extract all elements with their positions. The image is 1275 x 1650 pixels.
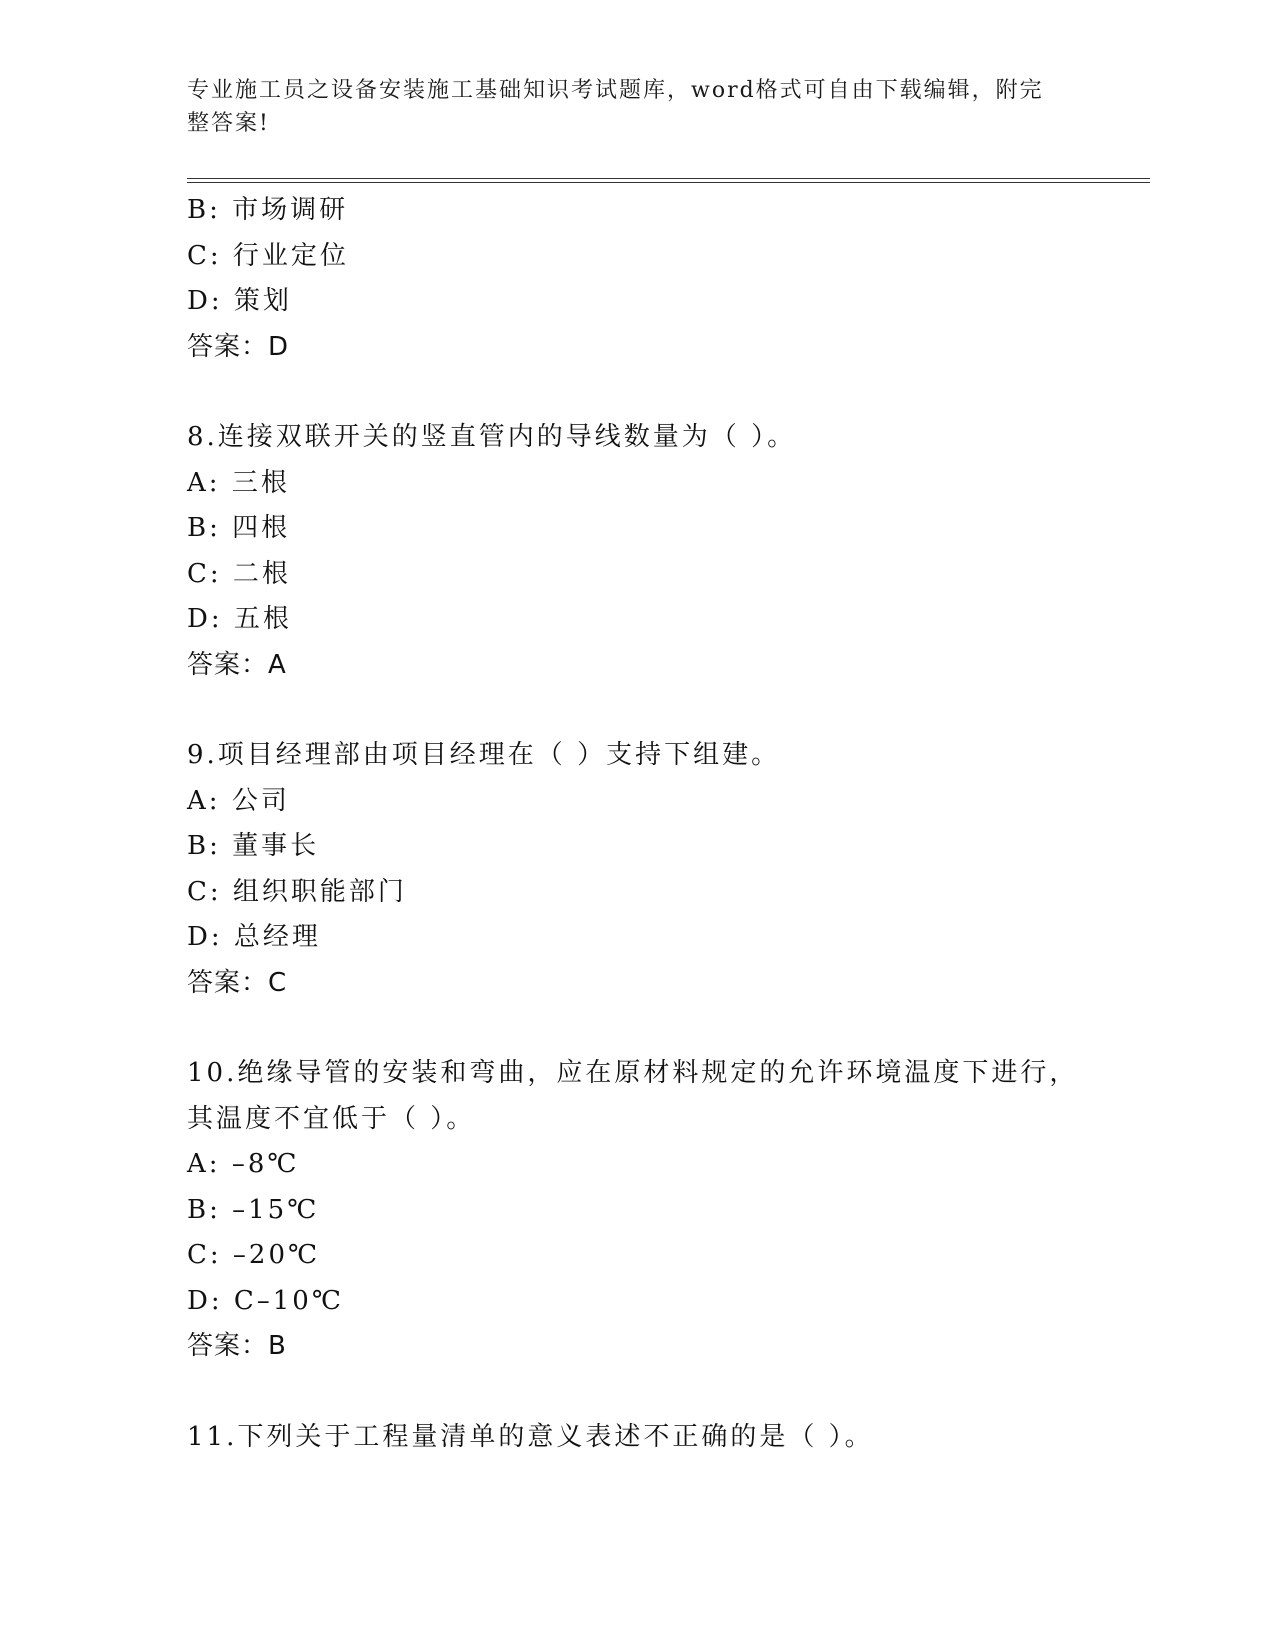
answer-line: 答案：A xyxy=(187,649,287,680)
question-block-11 xyxy=(187,1415,1087,1461)
question-stem-line-2: 其温度不宜低于（ ）。 xyxy=(187,1103,476,1134)
option-d: D: C–10℃ xyxy=(187,1285,344,1316)
spacer xyxy=(187,370,1087,415)
header-divider-bottom xyxy=(187,182,1150,183)
option-d: D: 五根 xyxy=(187,604,292,634)
option-d: D: 总经理 xyxy=(187,922,321,952)
spacer xyxy=(187,1370,1087,1415)
question-stem: 11.下列关于工程量清单的意义表述不正确的是（ ）。 xyxy=(187,1421,874,1452)
option-c: C: 行业定位 xyxy=(187,240,349,271)
answer-line: 答案：D xyxy=(187,331,290,362)
answer-line: 答案：C xyxy=(187,967,288,998)
question-block-9 xyxy=(187,733,1087,1006)
question-stem: 8.连接双联开关的竖直管内的导线数量为（ ）。 xyxy=(187,422,797,452)
option-a: A: 公司 xyxy=(187,785,290,816)
option-a: A: –8℃ xyxy=(187,1149,300,1179)
option-c: C: 组织职能部门 xyxy=(187,876,407,907)
option-b: B: –15℃ xyxy=(187,1194,320,1225)
header-divider-top xyxy=(187,178,1150,179)
question-list xyxy=(187,188,1087,1460)
header-line-1: 专业施工员之设备安装施工基础知识考试题库，word格式可自由下载编辑，附完 xyxy=(187,78,1044,103)
option-d: D: 策划 xyxy=(187,286,292,316)
question-stem: 9.项目经理部由项目经理在（ ）支持下组建。 xyxy=(187,740,781,770)
question-block-10 xyxy=(187,1051,1087,1370)
question-block-7 xyxy=(187,188,1087,370)
option-c: C: –20℃ xyxy=(187,1240,321,1270)
option-b: B: 董事长 xyxy=(187,831,320,861)
answer-line: 答案：B xyxy=(187,1331,287,1361)
document-header xyxy=(187,74,1067,140)
header-line-2: 整答案! xyxy=(187,111,270,136)
spacer xyxy=(187,688,1087,733)
option-b: B: 四根 xyxy=(187,513,291,543)
option-a: A: 三根 xyxy=(187,467,290,498)
spacer xyxy=(187,1006,1087,1051)
question-stem-line-1: 10.绝缘导管的安装和弯曲，应在原材料规定的允许环境温度下进行， xyxy=(187,1058,1079,1088)
option-b: B: 市场调研 xyxy=(187,195,349,225)
option-c: C: 二根 xyxy=(187,558,291,589)
question-block-8 xyxy=(187,415,1087,688)
